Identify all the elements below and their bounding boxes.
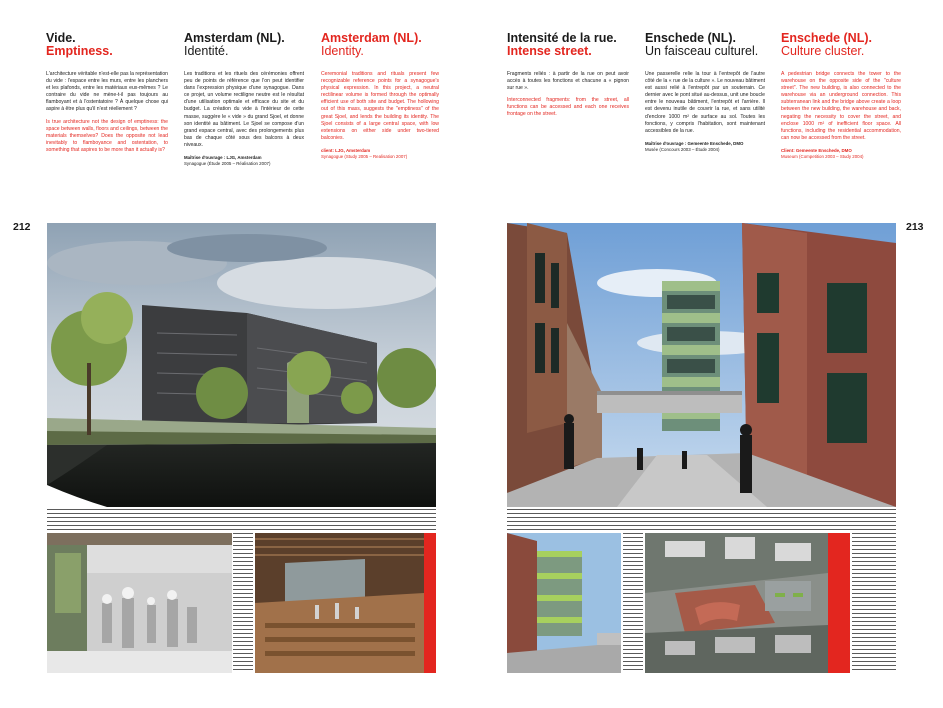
sjoel-interior-rendering [255,533,424,673]
body-text-fr: L'architecture véritable n'est-elle pas la représentation du vide : l'espace entre les murs, entre les planchers et les plafonds, entre les matériaux eux-mêmes ? Le contraire du vide ne mène-t-il pas toujours au flamboyant et à l'ostentatoire ? À quelque chose qui aspire à être plus qu'il n'est réellement ? [46,71,168,113]
body-text-fr: Les traditions et les rituels des cérémonies offrent peu de points de référence que l'on peut identifier dans l'expression physique d'une synagogue. Dans ce projet, un volume rectiligne neutre est le résultat d'une utilisation optimale et efficace du site et du budget. La création du vide à l'intérieur de cette masse, suggère le « vide » du grand Sjoel, et donne son identité au bâtiment. Le Sjoel se compose d'un grand espace central, avec des prolongements plus bas de chaque côté sous des balcons à deux niveaux. [184,71,304,148]
tower-street-rendering [507,533,621,673]
body-text-en: Ceremonial traditions and rituals present few recognizable reference points for a synagogue's physical expression. In this project, a neutral rectilinear volume is formed through the optimally efficient use of both site and budget. The hollowing out of this mass, suggests the "emptiness" of the great Sjoel, and lends the building its identity. The Sjoel consists of a large central space, with low extensions on either side under two-tiered balconies. [321,71,439,141]
urban-block-aerial-rendering [645,533,828,673]
red-accent-bar [424,533,436,673]
body-text-fr: Une passerelle relie la tour à l'entrepôt de l'autre côté de la « rue de la culture ». Le nouveau bâtiment est aussi relié à l'entrepôt par un souterrain. Ce dernier avec le pont situé au-dessus, unit une boucle entre le nouveau bâtiment, l'entrepôt et l'arrière. Il est devenu inutile de couvrir la rue, et sans utilité d'enclore 1000 m² de surface au sol. Toutes les fonctions, y compris l'habitation, sont maintenant accessibles de la rue. [645,71,765,134]
left-col-1 [46,32,168,159]
right-col-1 [507,32,629,124]
credit-block: client: LJG, Amsterdam Synagogue (Study 2005 – Realisation 2007) [321,147,408,160]
synagogue-interior-rendering [47,533,232,673]
red-accent-bar [828,533,850,673]
right-col-3 [781,32,901,160]
credit-block: Client: Gemeente Enschede, DMO Museum (Competition 2003 – Study 2004) [781,147,864,160]
body-text-en: A pedestrian bridge connects the tower to the warehouse on the opposite side of the "culture street". The new building, is also connected to the warehouse via an underground connection. This subterranean link and the bridge above create a loop between the new building, the warehouse and back, negating the necessity to cover the street, and enclose 1000 m² of inefficient floor space. All functions, including the residential accommodation, can now be accessed from the street. [781,71,901,141]
body-text-en: Is true architecture not the design of emptiness: the space between walls, floors and ceilings, between the materials themselves? Does the opposite not lead inevitably to flamboyance and ostentation, to something that aspires to be more than it actually is? [46,118,168,153]
page-number-right: 213 [906,221,924,233]
horizontal-rule-strip [852,533,896,673]
heading-intensite: Intensité de la rue. Intense street. [507,31,617,58]
horizontal-rule-strip [623,533,643,673]
horizontal-rule-strip [507,509,896,531]
subheading-identite: Identité. [184,44,229,58]
credit-block: Maîtrise d'ouvrage : Gemeente Enschede, DMO Musée (Concours 2003 – Étude 2004) [645,140,744,152]
body-text-en: Interconnected fragments: from the street, all functions can be accessed and each one receives frontage on the street. [507,97,629,118]
subheading-culture-cluster: Culture cluster. [781,44,865,58]
horizontal-rule-strip [233,533,253,673]
heading-vide: Vide. Emptiness. [46,31,113,58]
left-col-2 [184,32,304,167]
subheading-faisceau: Un faisceau culturel. [645,44,759,58]
right-col-2 [645,32,765,153]
left-col-3 [321,32,439,160]
culture-street-rendering [507,223,896,507]
heading-amsterdam-fr: Amsterdam (NL). [184,31,285,45]
horizontal-rule-strip [47,509,436,531]
synagogue-exterior-rendering [47,223,436,507]
page-number-left: 212 [13,221,31,233]
body-text-fr: Fragments reliés : à partir de la rue on peut avoir accès à toutes les fonctions et chacune a « pignon sur rue ». [507,71,629,92]
subheading-identity: Identity. [321,44,364,58]
credit-block: Maîtrise d'ouvrage : LJG, Amsterdam Synagogue (Étude 2005 – Réalisation 2007) [184,155,271,167]
heading-enschede-en: Enschede (NL). [781,31,872,45]
heading-amsterdam-en: Amsterdam (NL). [321,31,422,45]
heading-enschede-fr: Enschede (NL). [645,31,736,45]
